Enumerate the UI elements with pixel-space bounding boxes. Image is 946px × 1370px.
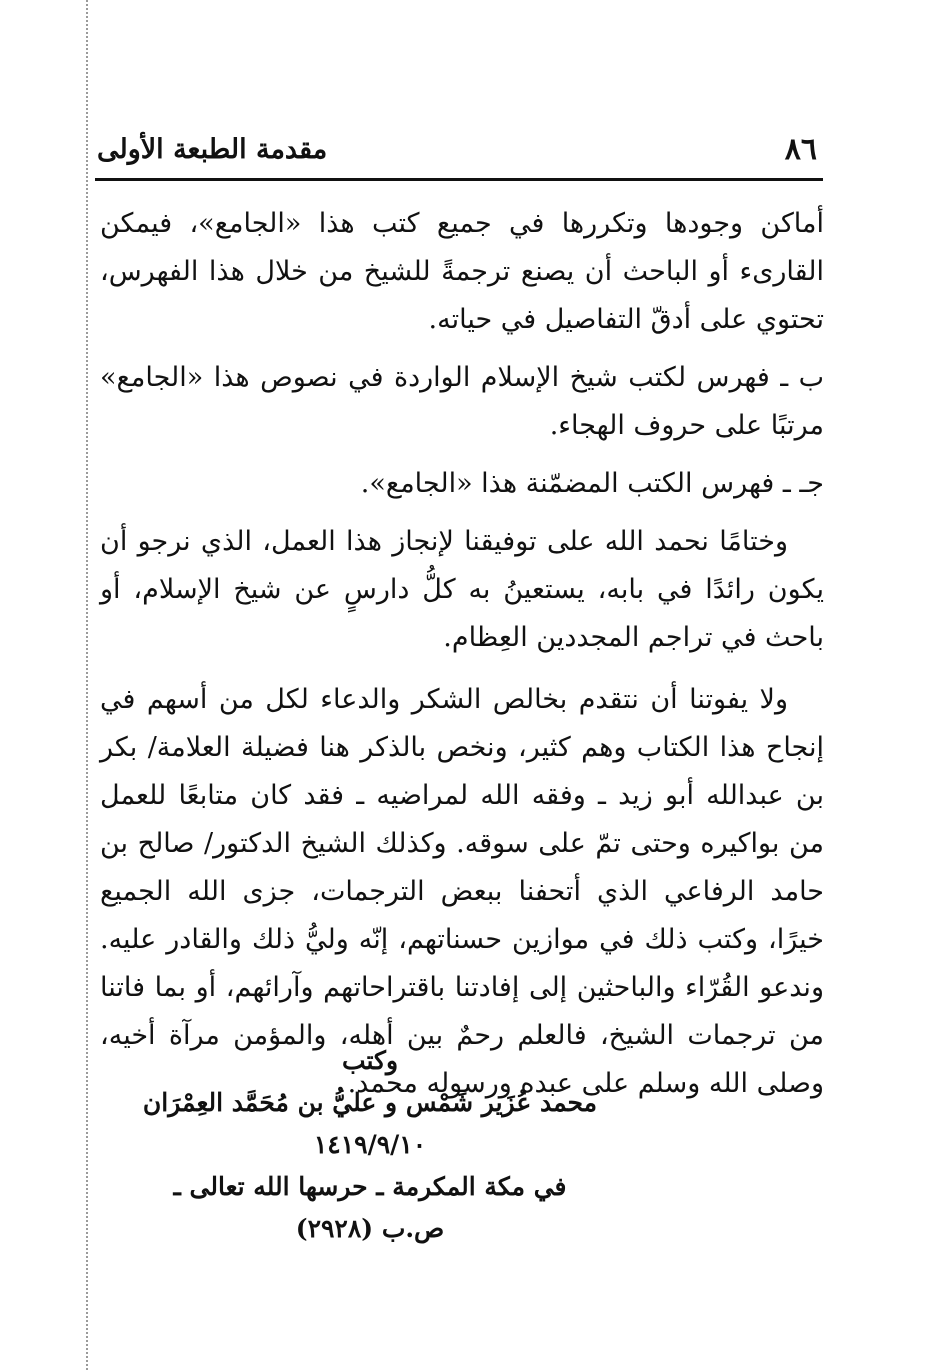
paragraph: أماكن وجودها وتكررها في جميع كتب هذا «الجامع»، فيمكن القارىء أو الباحث أن يصنع ترجمةً للشيخ من خلال هذا الفهرس، تحتوي على أدقّ التفاصيل في حياته. bbox=[100, 208, 824, 335]
paragraph: ب ـ فهرس لكتب شيخ الإسلام الواردة في نصوص هذا «الجامع» مرتبًا على حروف الهجاء. bbox=[100, 362, 824, 441]
signature-block bbox=[100, 1040, 640, 1250]
signature-names: محمد عُزَير شَمْس و عليُّ بن مُحَمَّد العِمْرَان bbox=[142, 1088, 598, 1117]
page-edge-dotted-line bbox=[86, 0, 88, 1370]
signature-written-by: وكتب bbox=[341, 1046, 399, 1075]
paragraph: جـ ـ فهرس الكتب المضمّنة هذا «الجامع». bbox=[360, 468, 824, 499]
signature-place: في مكة المكرمة ـ حرسها الله تعالى ـ bbox=[173, 1172, 567, 1201]
paragraph: وختامًا نحمد الله على توفيقنا لإنجاز هذا العمل، الذي نرجو أن يكون رائدًا في بابه، يستعينُ به كلُّ دارسٍ عن شيخ الإسلام، أو باحث في تراجم المجددين العِظام. bbox=[100, 526, 824, 653]
running-title: مقدمة الطبعة الأولى bbox=[97, 134, 328, 165]
signature-date: ١٤١٩/٩/١٠ bbox=[313, 1130, 427, 1159]
paragraph: ولا يفوتنا أن نتقدم بخالص الشكر والدعاء لكل من أسهم في إنجاح هذا الكتاب وهم كثير، ونخص بالذكر هنا فضيلة العلامة/ بكر بن عبدالله أبو زيد ـ وفقه الله لمراضيه ـ فقد كان متابعًا للعمل من بواكيره وحتى تمّ على سوقه. وكذلك الشيخ الدكتور/ صالح بن حامد الرفاعي الذي أتحفنا ببعض الترجمات، جزى الله الجميع خيرًا، وكتب ذلك في موازين حسناتهم، إنّه وليُّ ذلك والقادر عليه. وندعو القُرّاء والباحثين إلى إفادتنا باقتراحاتهم وآرائهم، أو بما فاتنا من ترجمات الشيخ، فالعلم رحمٌ بين أهله، والمؤمن مرآة أخيه، وصلى الله وسلم على عبده ورسوله محمد. bbox=[100, 684, 824, 1099]
page-header bbox=[95, 132, 823, 181]
page-number: ٨٦ bbox=[784, 132, 817, 167]
signature-po-box: ص.ب (٢٩٢٨) bbox=[295, 1214, 445, 1243]
main-text bbox=[100, 200, 824, 1132]
